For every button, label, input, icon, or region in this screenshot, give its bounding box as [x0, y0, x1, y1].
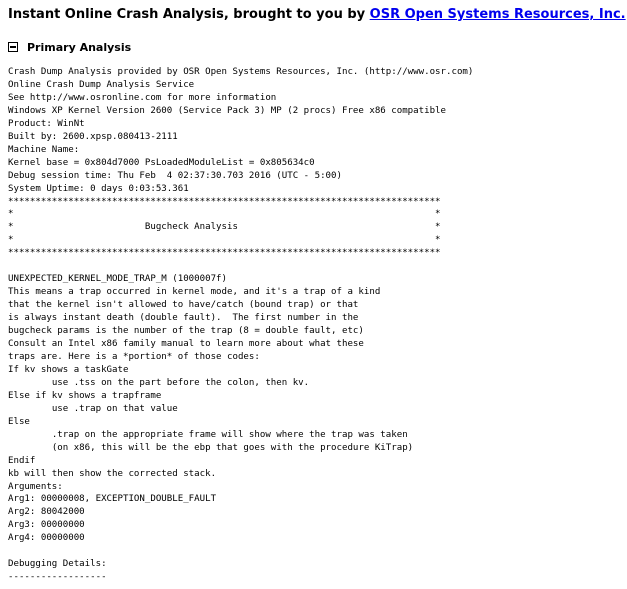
- crash-dump-output: [8, 66, 473, 584]
- dump-line: Windows XP Kernel Version 2600 (Service Pack 3) MP (2 procs) Free x86 compatible: [8, 105, 446, 116]
- dump-line: Arg4: 00000000: [8, 533, 85, 544]
- dump-line: Debugging Details:: [8, 559, 107, 570]
- page-title-text: Instant Online Crash Analysis, brought to you by: [8, 7, 370, 22]
- dump-line: Arguments:: [8, 481, 63, 492]
- dump-line: Machine Name:: [8, 144, 80, 155]
- dump-line: * Bugcheck Analysis *: [8, 222, 441, 233]
- section-title: Primary Analysis: [27, 40, 132, 54]
- dump-line: is always instant death (double fault). The first number in the: [8, 313, 359, 324]
- dump-line: * *: [8, 235, 441, 246]
- dump-line: *******************************************************************************: [8, 196, 441, 207]
- dump-line: * *: [8, 209, 441, 220]
- dump-line: Debug session time: Thu Feb 4 02:37:30.703 2016 (UTC - 5:00): [8, 170, 342, 181]
- dump-line: System Uptime: 0 days 0:03:53.361: [8, 183, 189, 194]
- dump-line: use .trap on that value: [8, 403, 178, 414]
- dump-line: kb will then show the corrected stack.: [8, 468, 217, 479]
- dump-line: ------------------: [8, 572, 107, 583]
- dump-line: use .tss on the part before the colon, then kv.: [8, 377, 310, 388]
- dump-line: Crash Dump Analysis provided by OSR Open Systems Resources, Inc. (http://www.osr.com): [8, 67, 474, 77]
- primary-analysis-header[interactable]: [8, 39, 131, 55]
- dump-line: Consult an Intel x86 family manual to learn more about what these: [8, 339, 364, 350]
- dump-line: Arg1: 00000008, EXCEPTION_DOUBLE_FAULT: [8, 494, 217, 505]
- dump-line: Arg2: 80042000: [8, 507, 85, 518]
- dump-line: traps are. Here is a *portion* of those codes:: [8, 351, 260, 362]
- dump-line: Arg3: 00000000: [8, 520, 85, 531]
- dump-line: Product: WinNt: [8, 118, 85, 129]
- dump-line: This means a trap occurred in kernel mode, and it's a trap of a kind: [8, 287, 381, 298]
- dump-line: (on x86, this will be the ebp that goes with the procedure KiTrap): [8, 442, 414, 453]
- osr-link[interactable]: OSR Open Systems Resources, Inc.: [369, 7, 626, 22]
- dump-line: *******************************************************************************: [8, 248, 441, 259]
- dump-line: Kernel base = 0x804d7000 PsLoadedModuleList = 0x805634c0: [8, 157, 315, 168]
- dump-line: .trap on the appropriate frame will show where the trap was taken: [8, 429, 408, 440]
- dump-line: bugcheck params is the number of the trap (8 = double fault, etc): [8, 326, 364, 337]
- dump-line: Online Crash Dump Analysis Service: [8, 79, 195, 90]
- collapse-minus-icon[interactable]: [8, 42, 18, 52]
- dump-line: Else if kv shows a trapframe: [8, 390, 162, 401]
- dump-line: Endif: [8, 455, 36, 466]
- dump-line: If kv shows a taskGate: [8, 364, 129, 375]
- dump-line: See http://www.osronline.com for more information: [8, 92, 277, 103]
- dump-line: UNEXPECTED_KERNEL_MODE_TRAP_M (1000007f): [8, 274, 227, 285]
- dump-line: that the kernel isn't allowed to have/catch (bound trap) or that: [8, 300, 359, 311]
- dump-line: Built by: 2600.xpsp.080413-2111: [8, 131, 178, 142]
- dump-line: Else: [8, 416, 30, 427]
- page-title: [8, 7, 626, 22]
